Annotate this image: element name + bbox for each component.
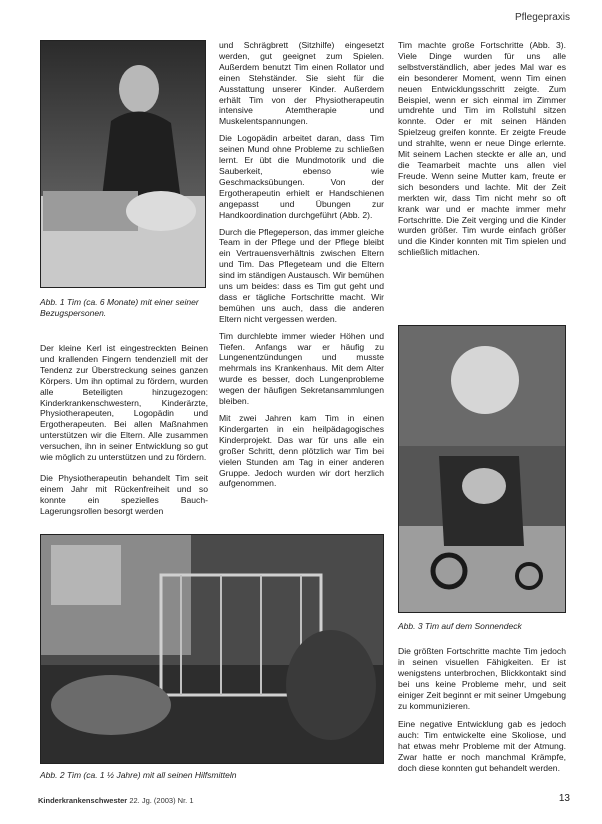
col3-paragraph-3: Eine negative Entwicklung gab es jedoch auch: Tim entwickelte eine Skoliose, und hat etwas mehr Probleme mit der Atmung. Zwar hatte er noch manchmal Krämpfe, doch diese konnten gut behandelt werden. — [398, 719, 566, 774]
col3-paragraph-1: Tim machte große Fortschritte (Abb. 3). Viele Dinge wurden für uns alle selbstverständlich, aber jedes Mal war es ein besonderer Moment, wenn Tim einen neuen Entwicklungsschritt zeigte. Zum Beispiel, wenn er sich einmal im Zimmer umdrehte und Tim im Rollstuhl sitzen konnte. Oder er mit seinen Händen Spielzeug greifen konnte. Er zeigte Freude und strahlte, wenn er neue Dinge erlernte. Mit seinem Lachen steckte er alle an, und die Teamarbeit machte uns allen viel Freude. Wenn seine Mutter kam, freute er sich besonders und lachte. Mit der Zeit merkten wir, dass Tim nicht mehr so oft krank war und er machte immer mehr Fortschritte. Die Zeit verging und die Kinder wurden größer. Tim wurde einfach größer und die Kinder konnten mit Tim spielen und schließlich mitlachen. — [398, 40, 566, 258]
page-number: 13 — [558, 793, 570, 804]
photo-tim-with-caregiver — [40, 40, 206, 288]
figure-1-caption: Abb. 1 Tim (ca. 6 Monate) mit einer seiner Bezugspersonen. — [40, 297, 199, 318]
column-1 — [40, 343, 208, 517]
column-2 — [219, 40, 384, 489]
col2-paragraph-2: Die Logopädin arbeitet daran, dass Tim seinen Mund ohne Probleme zu schließen lernt. Er übt die Mundmotorik und die Sauberkeit, ebenso wie Geschmacksübungen. Von der Ergotherapeutin erhielt er Handschienen angepasst und Übungen zur Handkoordination durchgeführt (Abb. 2). — [219, 133, 384, 220]
photo-figure-1-graphic — [41, 41, 206, 288]
section-header: Pflegepraxis — [514, 12, 570, 23]
photo-tim-with-aids — [40, 534, 384, 764]
photo-figure-3-graphic — [399, 326, 566, 613]
footer-journal-name: Kinderkrankenschwester — [38, 796, 128, 805]
col2-paragraph-4: Tim durchlebte immer wieder Höhen und Tiefen. Anfangs war er häufig zu Lungenentzündungen und musste mehrmals ins Krankenhaus. Mit dem Alter wurde es besser, doch Lungenprobleme wegen der häufigen Sekretansammlungen bleiben. — [219, 330, 384, 407]
photo-figure-2-graphic — [41, 535, 384, 764]
col1-paragraph-1: Der kleine Kerl ist eingestreckten Beinen und krallenden Fingern tendenziell mit der Tendenz zur Überstreckung seines ganzen Körpers. Um ihn optimal zu fördern, wurden alle Beteiligten hinzugezogen: Kinderkrankenschwestern, Kinderärzte, Physiotherapeuten, Logopädin und Ergotherapeuten. Bei allen Maßnahmen unterstützen wir die Eltern. Alle zusammen versuchen, ihn in seiner Entwicklung so gut wie möglich zu unterstützen und zu fördern. — [40, 343, 208, 463]
col2-paragraph-3: Durch die Pflegeperson, das immer gleiche Team in der Pflege und der Pflege bleibt ein Vertrauensverhältnis zwischen Eltern und Tim. Das Pflegeteam und die Eltern sind im ständigen Austausch. Wir bemühen uns um beides: dass es Tim gut geht und dass er tägliche Fortschritte macht. Wir bemühen uns auch, dass die anderen Eltern nicht vergessen werden. — [219, 226, 384, 324]
column-3-top — [398, 40, 566, 258]
col1-paragraph-2: Die Physiotherapeutin behandelt Tim seit einem Jahr mit Rückenfreiheit und so konnte ein spezielles Bauch-Lagerungsrollen besorgt werden — [40, 472, 208, 516]
column-3-bottom — [398, 646, 566, 774]
col3-paragraph-2: Die größten Fortschritte machte Tim jedoch in seinen visuellen Fähigkeiten. Er ist wenigstens unterbrochen, Blickkontakt sind bei uns keine Probleme mehr, und seit einiger Zeit beginnt er mit seiner Umgebung zu kommunizieren. — [398, 646, 566, 711]
photo-tim-sun-deck — [398, 325, 566, 613]
footer-journal-info — [38, 796, 194, 805]
figure-3-caption: Abb. 3 Tim auf dem Sonnendeck — [398, 621, 522, 631]
col2-paragraph-5: Mit zwei Jahren kam Tim in einen Kindergarten in ein heilpädagogisches Kinderprojekt. Das war für uns alle ein großer Schritt, denn plötzlich war Tim bei vielen Stunden am Tag in einer anderen Gruppe. Jedoch wurden wir dort herzlich aufgenommen. — [219, 413, 384, 489]
footer-issue: 22. Jg. (2003) Nr. 1 — [129, 796, 194, 805]
figure-2-caption: Abb. 2 Tim (ca. 1 ½ Jahre) mit all seinen Hilfsmitteln — [40, 770, 237, 780]
col2-paragraph-1: und Schrägbrett (Sitzhilfe) eingesetzt werden, gut geeignet zum Spielen. Außerdem benutzt Tim einen Rollator und einen Stehständer. Sie sieht für die Ausstattung unserer Kinder. Außerdem erhält Tim von der Physiotherapeutin intensive Atemtherapie und Muskelentspannungen. — [219, 40, 384, 127]
